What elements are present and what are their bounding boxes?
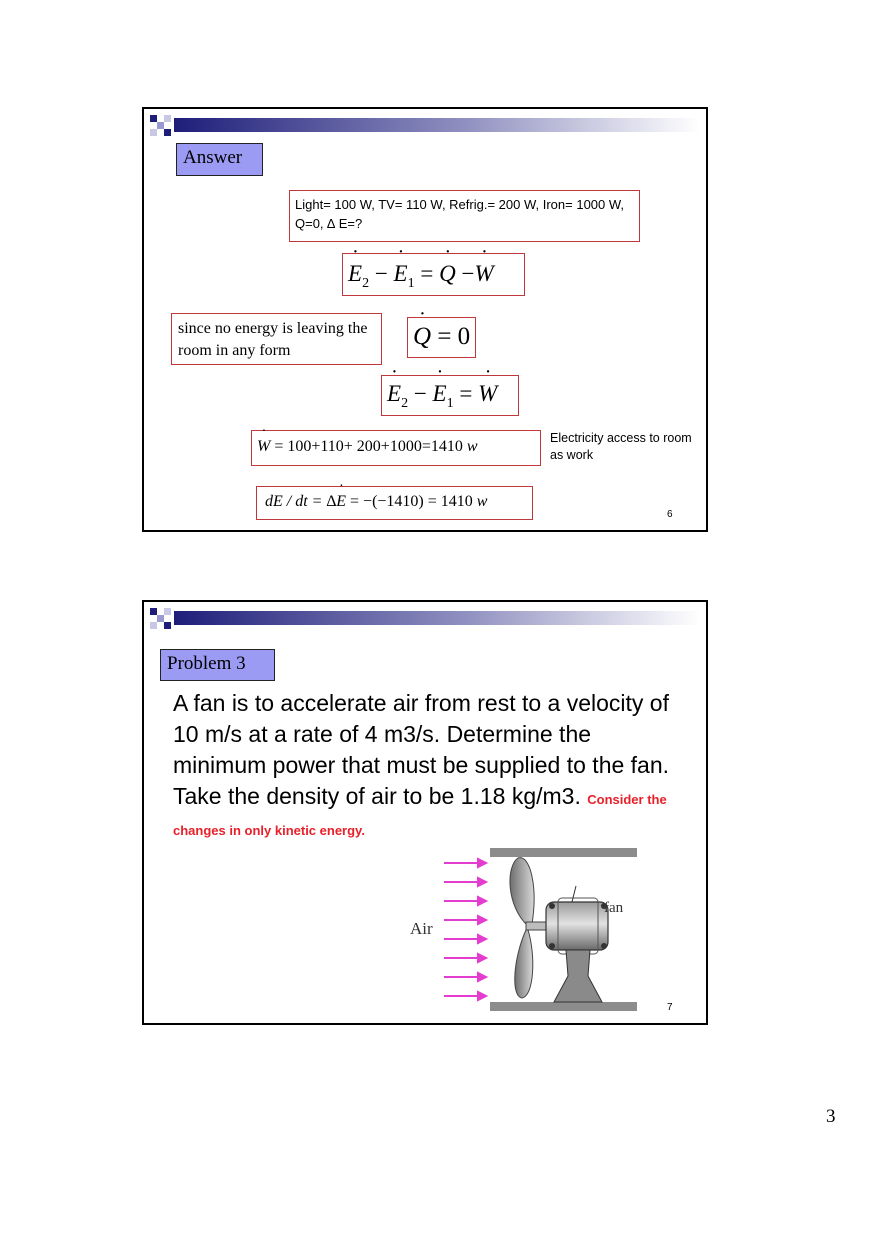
- motor: [546, 902, 608, 950]
- given-text: Light= 100 W, TV= 110 W, Refrig.= 200 W, Iron= 1000 W, Q=0, ∆ E=?: [295, 197, 625, 231]
- answer-title: Answer: [176, 143, 263, 176]
- no-energy-note: since no energy is leaving the room in any form: [178, 320, 368, 359]
- slide-header-decoration: [150, 608, 700, 630]
- q-zero-equation: ˙ Q = 0: [413, 323, 470, 351]
- problem-title: Problem 3: [160, 649, 275, 681]
- shaft: [526, 922, 548, 930]
- q-zero-box: [407, 317, 476, 358]
- kinetic-energy-note: Consider the changes in only kinetic energy.: [173, 792, 667, 838]
- given-box: [289, 190, 640, 242]
- side-note: Electricity access to room as work: [550, 431, 692, 462]
- slide-6: [142, 107, 708, 532]
- upper-wall: [490, 848, 637, 857]
- energy-balance-box: [342, 253, 525, 296]
- problem-statement: [173, 688, 673, 843]
- note-box: [171, 313, 382, 365]
- fan-label: fan: [604, 900, 624, 916]
- rate-box: [256, 486, 533, 520]
- rate-equation: dE / dt = ∆˙ E = −(−1410) = 1410 w: [265, 493, 487, 511]
- slide-header-decoration: [150, 115, 700, 137]
- air-arrows-icon: [444, 859, 486, 1000]
- propeller-blade-upper: [510, 858, 534, 926]
- propeller-blade-lower: [515, 930, 533, 998]
- work-sum-box: [251, 430, 541, 466]
- page-number: 3: [826, 1106, 836, 1127]
- air-label: Air: [410, 919, 433, 938]
- slide-number: 7: [667, 1002, 673, 1013]
- work-sum-equation: ˙ W = 100+110+ 200+1000=1410 w: [257, 438, 478, 456]
- slide-number: 6: [667, 509, 673, 520]
- lower-wall: [490, 1002, 637, 1011]
- energy-work-box: [381, 375, 519, 416]
- slide-7: [142, 600, 708, 1025]
- energy-balance-equation: ˙ $E_2$ − ˙ $E_1$ = ˙ Q −˙ W: [348, 261, 494, 292]
- fan-stand: [554, 950, 602, 1002]
- problem-body: A fan is to accelerate air from rest to a velocity of 10 m/s at a rate of 4 m3/s. Determine the minimum power that must be supplied to the fan. Take the density of air to be 1.18 kg/m3.: [173, 690, 670, 809]
- fan-figure: [406, 846, 641, 1016]
- energy-work-equation: ˙ $E_2$ − ˙ $E_1$ = ˙ W: [387, 381, 497, 412]
